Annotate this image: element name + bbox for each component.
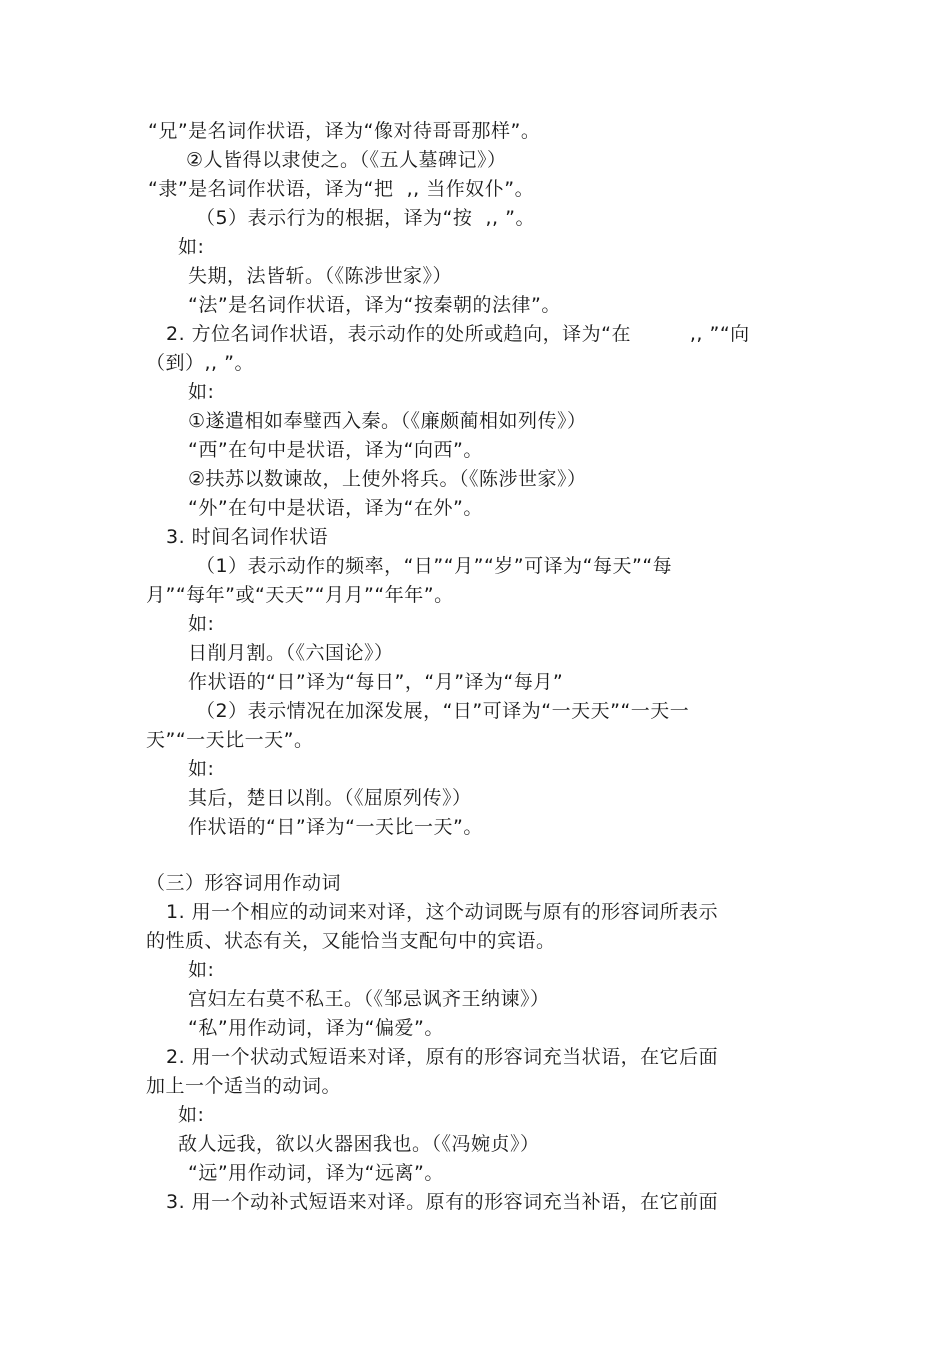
- section-heading: 3. 时间名词作状语: [166, 526, 329, 548]
- text-line: 加上一个适当的动词。: [146, 1075, 342, 1097]
- text-line: 天”“一天比一天”。: [146, 729, 314, 751]
- text-line: 作状语的“日”译为“每日”，“月”译为“每月”: [188, 671, 564, 693]
- text-line: 宫妇左右莫不私王。（《邹忌讽齐王纳谏》）: [188, 988, 550, 1010]
- text-line: 作状语的“日”译为“一天比一天”。: [188, 816, 483, 838]
- text-line: 2. 方位名词作状语，表示动作的处所或趋向，译为“在 ,, ”“向: [166, 323, 750, 345]
- text-line: 如:: [188, 758, 215, 780]
- text-line: （到）,, ”。: [146, 352, 254, 374]
- text-line: ②扶苏以数谏故，上使外将兵。（《陈涉世家》）: [188, 468, 587, 490]
- text-line: 失期，法皆斩。（《陈涉世家》）: [188, 265, 453, 287]
- text-line: 如:: [188, 381, 215, 403]
- text-line: “外”在句中是状语，译为“在外”。: [188, 497, 483, 519]
- text-line: “私”用作动词，译为“偏爱”。: [188, 1017, 444, 1039]
- text-line: ①遂遣相如奉璧西入秦。（《廉颇蔺相如列传》）: [188, 410, 587, 432]
- text-line: 2. 用一个状动式短语来对译，原有的形容词充当状语，在它后面: [166, 1046, 719, 1068]
- text-line: 3. 用一个动补式短语来对译。原有的形容词充当补语，在它前面: [166, 1191, 719, 1213]
- text-line: “兄”是名词作状语，译为“像对待哥哥那样”。: [148, 120, 541, 142]
- text-line: “隶”是名词作状语，译为“把 ,, 当作奴仆”。: [148, 178, 535, 200]
- text-line: 月”“每年”或“天天”“月月”“年年”。: [146, 584, 454, 606]
- text-line: 如:: [178, 236, 205, 258]
- text-line: （2）表示情况在加深发展，“日”可译为“一天天”“一天一: [196, 700, 690, 722]
- text-line: “法”是名词作状语，译为“按秦朝的法律”。: [188, 294, 561, 316]
- text-line: 1. 用一个相应的动词来对译，这个动词既与原有的形容词所表示: [166, 901, 719, 923]
- text-line: 如:: [188, 959, 215, 981]
- text-line: 的性质、状态有关，又能恰当支配句中的宾语。: [146, 930, 556, 952]
- text-line: 日削月割。（《六国论》）: [188, 642, 394, 664]
- text-line: 敌人远我，欲以火器困我也。（《冯婉贞》）: [178, 1133, 540, 1155]
- text-line: ②人皆得以隶使之。（《五人墓碑记》）: [186, 149, 507, 171]
- text-line: 其后，楚日以削。（《屈原列传》）: [188, 787, 472, 809]
- text-line: （1）表示动作的频率，“日”“月”“岁”可译为“每天”“每: [196, 555, 673, 577]
- text-line: “西”在句中是状语，译为“向西”。: [188, 439, 483, 461]
- section-heading: （三）形容词用作动词: [146, 872, 342, 894]
- text-line: 如:: [178, 1104, 205, 1126]
- text-line: （5）表示行为的根据，译为“按 ,, ”。: [196, 207, 535, 229]
- text-line: “远”用作动词，译为“远离”。: [188, 1162, 444, 1184]
- text-line: 如:: [188, 613, 215, 635]
